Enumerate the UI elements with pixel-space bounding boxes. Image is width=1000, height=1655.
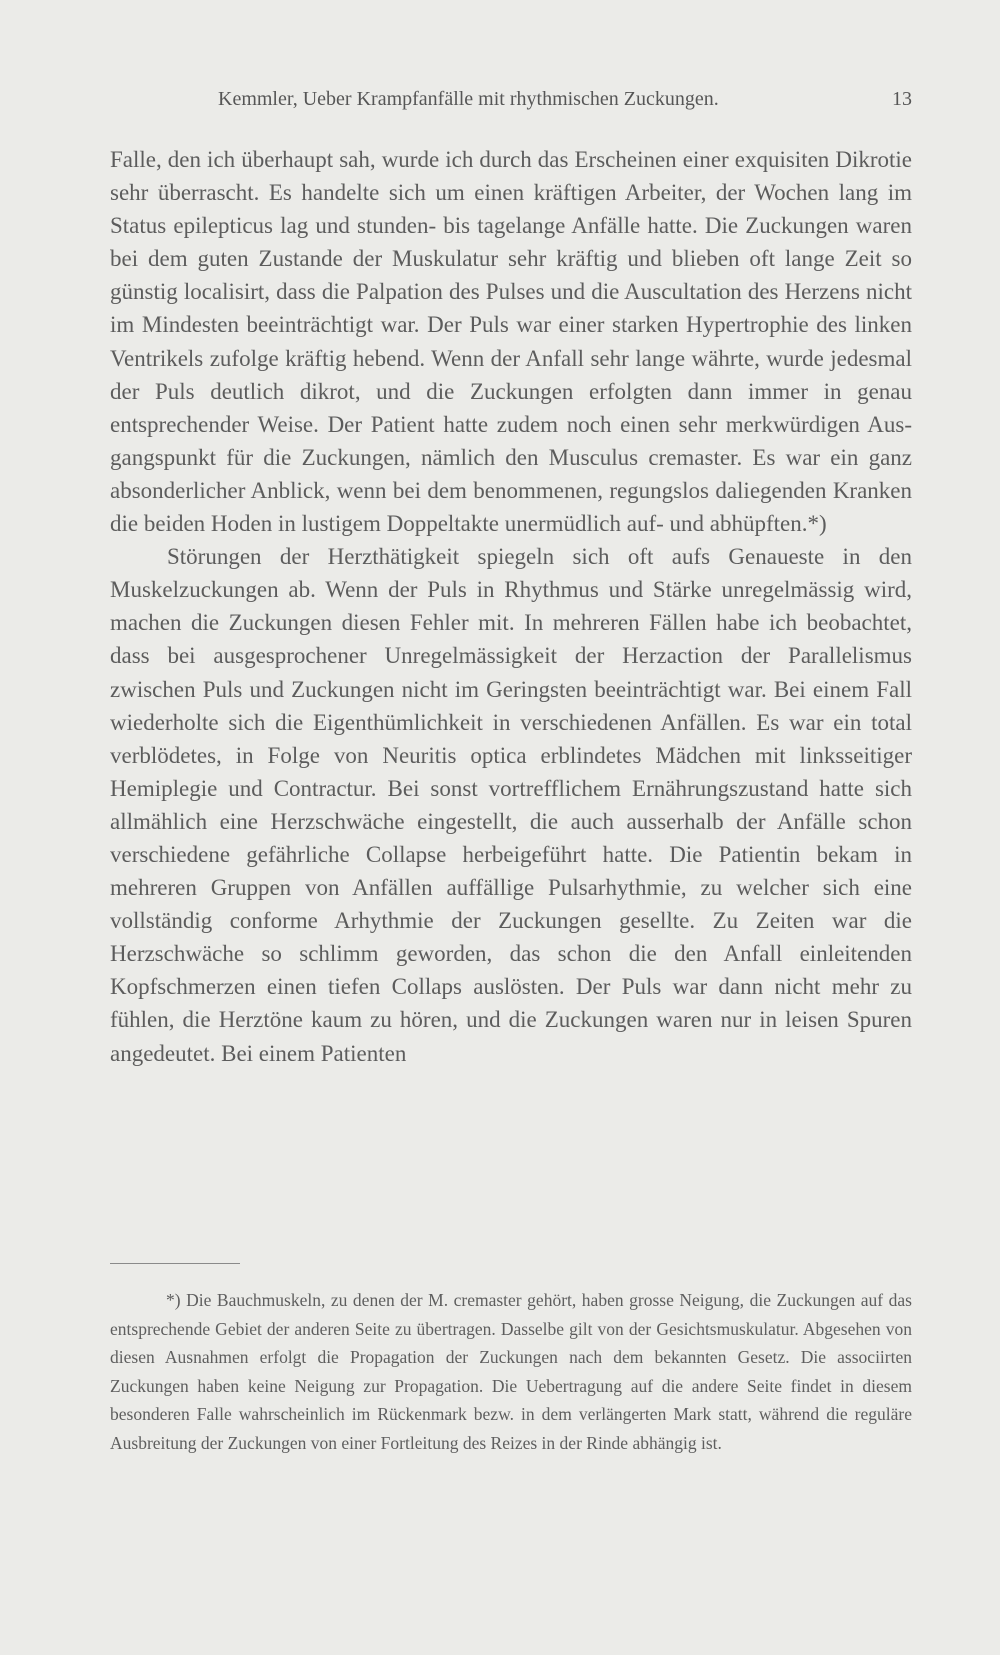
- page-number: 13: [892, 88, 912, 110]
- paragraph-continuation: Falle, den ich überhaupt sah, wurde ich durch das Erscheinen einer exquisiten Dikrotie sehr überrascht. Es handelte sich um einen kräftigen Arbeiter, der Wochen lang im Status epilepticus lag und stunden- bis tagelange Anfälle hatte. Die Zuckungen waren bei dem guten Zustande der Muskulatur sehr kräftig und blieben oft lange Zeit so günstig localisirt, dass die Palpation des Pulses und die Auscultation des Herzens nicht im Mindesten beeinträchtigt war. Der Puls war einer starken Hypertrophie des linken Ventrikels zufolge kräftig hebend. Wenn der Anfall sehr lange währte, wurde jedesmal der Puls deutlich dikrot, und die Zuckungen erfolgten dann immer in genau entsprechender Weise. Der Patient hatte zudem noch einen sehr merkwürdigen Ausgangspunkt für die Zuckungen, nämlich den Musculus cremaster. Es war ein ganz absonderlicher Anblick, wenn bei dem benommenen, regungslos daliegenden Kranken die beiden Hoden in lustigem Doppeltakte unermüdlich auf- und abhüpften.*): [110, 147, 912, 537]
- body-text: [110, 143, 912, 1070]
- paragraph-heart-disturbances: Störungen der Herzthätigkeit spiegeln sich oft aufs Genaueste in den Muskelzuckungen ab. Wenn der Puls in Rhythmus und Stärke unregelmässig wird, machen die Zuckungen diesen Fehler mit. In mehreren Fällen habe ich beobachtet, dass bei ausgesprochener Unregelmässigkeit der Herzaction der Parallelismus zwischen Puls und Zuckungen nicht im Geringsten beeinträchtigt war. Bei einem Fall wiederholte sich die Eigenthümlichkeit in verschiedenen Anfällen. Es war ein total verblödetes, in Folge von Neuritis optica erblindetes Mädchen mit linksseitiger Hemiplegie und Contractur. Bei sonst vortrefflichem Ernährungszustand hatte sich allmählich eine Herzschwäche eingestellt, die auch ausserhalb der Anfälle schon verschiedene gefährliche Collapse herbeigeführt hatte. Die Patientin bekam in mehreren Gruppen von Anfällen auffällige Pulsarhythmie, zu welcher sich eine vollständig conforme Arhythmie der Zuckungen gesellte. Zu Zeiten war die Herzschwäche so schlimm geworden, das schon die den Anfall einleitenden Kopfschmerzen einen tiefen Collaps auslösten. Der Puls war dann nicht mehr zu fühlen, die Herztöne kaum zu hören, und die Zuckungen waren nur in leisen Spuren angedeutet. Bei einem Patienten: [110, 544, 912, 1066]
- footnote: [110, 1286, 912, 1458]
- running-head: [110, 88, 912, 118]
- footnote-text: *) Die Bauchmuskeln, zu denen der M. cremaster gehört, haben grosse Neigung, die Zuckungen auf das entsprechende Gebiet der anderen Seite zu übertragen. Dasselbe gilt von der Gesichtsmuskulatur. Abgesehen von diesen Ausnahmen erfolgt die Propagation der Zuckungen nach dem bekannten Gesetz. Die associirten Zuckungen haben keine Neigung zur Propagation. Die Uebertragung auf die andere Seite findet in diesem besonderen Falle wahrscheinlich im Rückenmark bezw. in dem verlängerten Mark statt, während die reguläre Ausbreitung der Zuckungen von einer Fortleitung des Reizes in der Rinde abhängig ist.: [110, 1290, 912, 1453]
- footnote-rule: [110, 1263, 240, 1264]
- running-title: Kemmler, Ueber Krampfanfälle mit rhythmischen Zuckungen.: [218, 88, 719, 110]
